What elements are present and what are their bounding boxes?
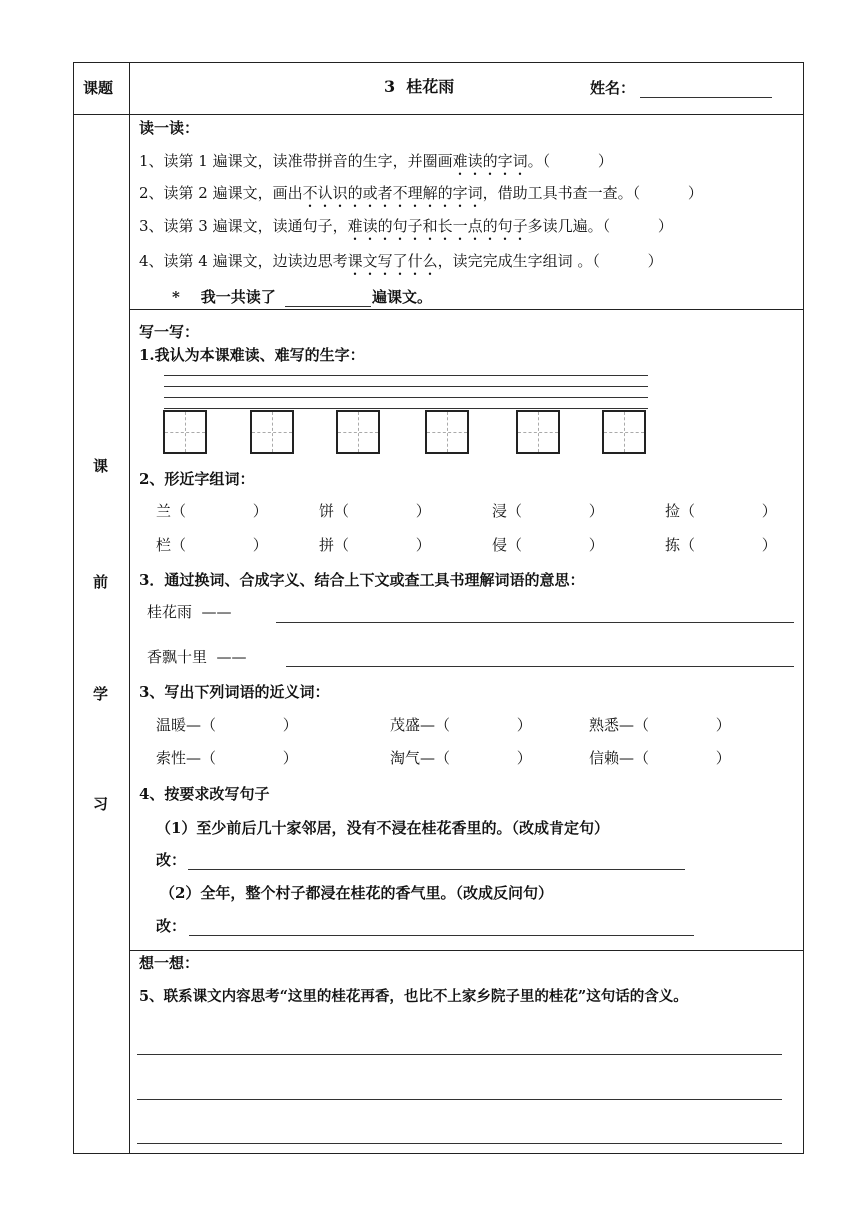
tianzige-box-2[interactable] <box>250 410 294 454</box>
write-q4: 4、按要求改写句子 <box>139 785 270 803</box>
header-row-divider <box>73 114 804 115</box>
term-guihuayu: 桂花雨 —— <box>147 603 232 621</box>
rewrite-answer-line-1[interactable] <box>188 869 685 870</box>
tianzige-box-5[interactable] <box>516 410 560 454</box>
word-pair-qin[interactable]: 侵（ ） <box>492 536 604 554</box>
read-item-4: 4、读第 4 遍课文，边读边思考课文写了什么，读完完成生字组词 。（ ） <box>139 252 663 270</box>
synonym-xinlai[interactable]: 信赖—（ ） <box>589 749 731 767</box>
read-count-blank[interactable] <box>285 306 371 307</box>
table-border-bottom <box>73 1153 804 1154</box>
synonym-taoqi[interactable]: 淘气—（ ） <box>390 749 532 767</box>
topic-label: 课题 <box>83 79 114 97</box>
side-char-1: 课 <box>93 457 109 475</box>
write-q4-1: （1）至少前后几十家邻居，没有不浸在桂花香里的。（改成肯定句） <box>156 819 609 837</box>
rewrite-label-1: 改： <box>156 851 187 869</box>
side-char-2: 前 <box>93 573 109 591</box>
table-border-right <box>803 62 804 1153</box>
read-item-1: 1、读第 1 遍课文，读准带拼音的生字，并圈画难读的字词。（ ） <box>139 152 613 170</box>
tianzige-box-4[interactable] <box>425 410 469 454</box>
write-q4-2: （2）全年，整个村子都浸在桂花的香气里。（改成反问句） <box>160 884 553 902</box>
pinyin-line-4 <box>164 408 648 409</box>
pinyin-line-3 <box>164 397 648 398</box>
think-q5: 5、联系课文内容思考“这里的桂花再香，也比不上家乡院子里的桂花”这句话的含义。 <box>139 988 688 1005</box>
read-item-3: 3、读第 3 遍课文，读通句子，难读的句子和长一点的句子多读几遍。（ ） <box>139 217 673 235</box>
name-label: 姓名： <box>590 79 636 97</box>
synonym-suoxing[interactable]: 索性—（ ） <box>156 749 298 767</box>
write-q2: 2、形近字组词： <box>139 470 255 488</box>
term-xiangpiao: 香飘十里 —— <box>147 648 247 666</box>
side-char-3: 学 <box>93 685 109 703</box>
side-char-4: 习 <box>93 795 109 813</box>
read-total-suffix: 遍课文。 <box>372 288 433 306</box>
table-border-top <box>73 62 804 63</box>
think-answer-line-3[interactable] <box>137 1143 782 1144</box>
rewrite-answer-line-2[interactable] <box>189 935 694 936</box>
read-write-divider <box>129 309 804 310</box>
write-heading: 写一写： <box>139 323 200 341</box>
page-title: 3 桂花雨 <box>384 77 455 96</box>
word-pair-lan2[interactable]: 栏（ ） <box>156 536 268 554</box>
synonym-maosheng[interactable]: 茂盛—（ ） <box>390 716 532 734</box>
read-total-label: * 我一共读了 <box>172 288 276 306</box>
table-border-left <box>73 62 74 1153</box>
think-answer-line-1[interactable] <box>137 1054 782 1055</box>
tianzige-box-6[interactable] <box>602 410 646 454</box>
word-pair-jian2[interactable]: 拣（ ） <box>665 536 777 554</box>
write-q1: 1.我认为本课难读、难写的生字： <box>139 346 365 364</box>
read-item-2: 2、读第 2 遍课文，画出不认识的或者不理解的字词，借助工具书查一查。（ ） <box>139 184 703 202</box>
rewrite-label-2: 改： <box>156 917 187 935</box>
table-column-divider <box>129 62 130 1153</box>
read-heading: 读一读： <box>139 119 200 137</box>
write-q3: 3．通过换词、合成字义、结合上下文或查工具书理解词语的意思： <box>139 571 585 589</box>
tianzige-box-1[interactable] <box>163 410 207 454</box>
tianzige-box-3[interactable] <box>336 410 380 454</box>
synonym-shuxi[interactable]: 熟悉—（ ） <box>589 716 731 734</box>
word-pair-lan[interactable]: 兰（ ） <box>156 502 268 520</box>
term-guihuayu-answer-line[interactable] <box>276 622 794 623</box>
word-pair-jian[interactable]: 捡（ ） <box>665 502 777 520</box>
word-pair-pin[interactable]: 拼（ ） <box>319 536 431 554</box>
synonym-wennuan[interactable]: 温暖—（ ） <box>156 716 298 734</box>
pinyin-line-1[interactable] <box>164 375 648 376</box>
name-field[interactable] <box>640 97 772 98</box>
think-heading: 想一想： <box>139 954 200 972</box>
think-answer-line-2[interactable] <box>137 1099 782 1100</box>
word-pair-jin[interactable]: 浸（ ） <box>492 502 604 520</box>
term-xiangpiao-answer-line[interactable] <box>286 666 794 667</box>
word-pair-bing[interactable]: 饼（ ） <box>319 502 431 520</box>
write-think-divider <box>129 950 804 951</box>
pinyin-line-2 <box>164 386 648 387</box>
write-q3b: 3、写出下列词语的近义词： <box>139 683 330 701</box>
